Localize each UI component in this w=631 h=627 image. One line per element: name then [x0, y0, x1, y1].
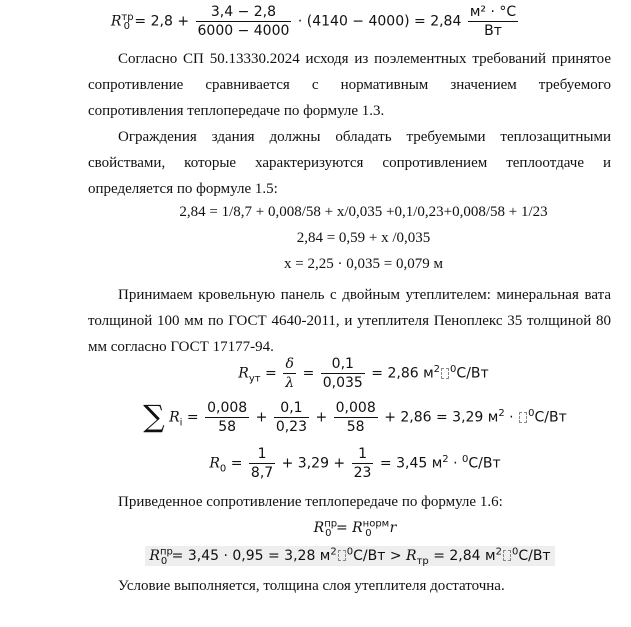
fraction-numerator: 3,4 − 2,8 — [196, 4, 292, 22]
formula-r0-tr — [0, 4, 631, 39]
fraction-denominator: 0,035 — [322, 375, 363, 391]
sigma-icon: ∑ — [143, 399, 165, 435]
paragraph-line: мм согласно ГОСТ 17177-94. — [88, 339, 274, 355]
equation-line-3: x = 2,25 · 0,035 = 0,079 м — [284, 256, 443, 272]
formula-fraction — [196, 4, 292, 39]
fraction-numerator: 0,1 — [321, 356, 365, 374]
formula-sub: 0 — [325, 527, 332, 539]
formula-fraction — [334, 400, 378, 435]
paragraph-line: толщиной 100 мм по ГОСТ 4640-2011, и утеплителя Пеноплекс 35 толщиной 80 — [88, 313, 611, 329]
formula-r-pr — [0, 518, 631, 539]
paragraph-line: свойствами, которые характеризуются сопротивлением теплоотдаче и — [88, 155, 611, 171]
fraction-numerator: 0,1 — [274, 400, 309, 418]
formula-fraction — [249, 446, 275, 481]
formula-part: · (4140 − 4000) = 2,84 — [297, 13, 462, 30]
paragraph-line: Согласно СП 50.13330.2024 исходя из поэлементных требований принятое — [118, 51, 611, 67]
paragraph-line: Ограждения здания должны обладать требуемыми теплозащитными — [118, 129, 611, 145]
paragraph-line: определяется по формуле 1.5: — [88, 181, 278, 197]
formula-r0: $R_0$ = $\frac{1}{8,7}$ + 3,29 + $\frac{1}{23}$ = 3,45 $м^2 \cdot ^0С/Вт$ — [209, 446, 501, 481]
formula-part: + 2,86 = 3,29 м — [384, 409, 499, 426]
formula-unit: С/Вт — [468, 455, 501, 472]
paragraph-reduced-resistance: Приведенное сопротивление теплопередаче по формуле 1.6: — [118, 494, 503, 510]
formula-sup: тр — [121, 11, 134, 23]
formula-sup: норм — [362, 518, 390, 530]
paragraph-line: сопротивления теплопередаче по формуле 1.3. — [88, 103, 385, 119]
formula-fraction — [274, 400, 309, 435]
formula-symbol: R — [169, 409, 180, 426]
formula-sub: 0 — [160, 555, 168, 567]
formula-symbol: R — [149, 548, 160, 564]
formula-part: = 2,8 + — [134, 13, 190, 30]
formula-r-ut: $R_{ут}$ = $\frac{\delta}{\lambda}$ = $\frac{0,1}{0,035}$ = 2,86 $м^2$ $^0$С/Вт — [238, 356, 489, 391]
formula-symbol: R — [406, 548, 417, 564]
equation-line-2: 2,84 = 0,59 + x /0,035 — [296, 230, 431, 246]
formula-symbol: R — [238, 365, 249, 382]
formula-fraction — [321, 356, 365, 391]
formula-sub: 0 — [123, 21, 130, 33]
equation-line-1: 2,84 = 1/8,7 + 0,008/58 + x/0,035 +0,1/0,23+0,008/58 + 1/23 — [179, 204, 548, 220]
paragraph-line: Принимаем кровельную панель с двойным утеплителем: минеральная вата — [118, 287, 611, 303]
formula-symbol: R — [209, 455, 220, 472]
formula-part: = 3,45 м — [379, 455, 443, 472]
fraction-denominator: 58 — [218, 419, 237, 435]
fraction-numerator: 0,008 — [335, 400, 376, 416]
highlighted-formula: $R^{пр}_0 = 3,45 \cdot 0,95 = 3,28$ $м^2$ $^0С/Вт > R_{тр} = 2,84$ $м^2$ $^0$С/Вт — [145, 546, 554, 566]
unit-fraction — [468, 4, 518, 39]
formula-symbol: R — [352, 520, 363, 536]
placeholder-box-icon — [519, 412, 527, 423]
formula-part: = 2,84 м — [433, 548, 496, 564]
formula-sup: пр — [324, 518, 338, 530]
formula-sub: ут — [248, 373, 261, 385]
formula-unit: С/Вт — [534, 409, 567, 426]
formula-part: = 3,45 · 0,95 = 3,28 м — [171, 548, 331, 564]
fraction-denominator: 0,23 — [275, 419, 307, 435]
placeholder-box-icon — [441, 368, 449, 379]
formula-symbol: r — [389, 520, 397, 536]
paragraph-roof-panel — [88, 282, 611, 360]
formula-unit: С/Вт — [456, 365, 489, 382]
formula-unit: С/Вт > — [353, 548, 402, 564]
fraction-denominator: 8,7 — [250, 465, 274, 481]
fraction-numerator: 1 — [249, 446, 275, 464]
formula-part: = — [335, 520, 348, 536]
fraction-numerator: 1 — [352, 446, 374, 464]
formula-final-comparison — [0, 546, 631, 567]
paragraph-conclusion: Условие выполняется, толщина слоя утеплителя достаточна. — [118, 578, 505, 594]
formula-sub: тр — [416, 555, 429, 567]
fraction-denominator: 23 — [353, 465, 372, 481]
formula-sum-ri: ∑ $R_i$ = $\frac{0,008}{58}$ + $\frac{0,1}{0,23}$ + $\frac{0,008}{58}$ + 2,86 = 3,29 $м^2 \cdot ^0С/Вт$ — [143, 399, 567, 435]
formula-sup: пр — [159, 546, 173, 558]
placeholder-box-icon — [338, 550, 346, 561]
formula-part: + 3,29 + — [281, 455, 346, 472]
unit-numerator: м² · °С — [469, 4, 517, 20]
unit-denominator: Вт — [484, 23, 502, 39]
formula-part: = 2,86 м — [371, 365, 434, 382]
fraction-denominator: λ — [285, 375, 295, 391]
paragraph-sp-requirements — [88, 46, 611, 124]
formula-sub: 0 — [219, 463, 227, 475]
paragraph-enclosures — [88, 124, 611, 202]
formula-part: = — [265, 365, 277, 382]
formula-part: = — [302, 365, 315, 382]
fraction-denominator: 6000 − 4000 — [197, 23, 290, 39]
formula-fraction — [205, 400, 249, 435]
fraction-denominator: 58 — [346, 419, 365, 435]
fraction-numerator: 0,008 — [207, 400, 248, 416]
formula-symbol: R — [110, 13, 122, 30]
formula-unit: С/Вт — [518, 548, 551, 564]
placeholder-box-icon — [503, 550, 511, 561]
formula-fraction — [283, 356, 296, 391]
formula-fraction — [352, 446, 374, 481]
formula-sub: 0 — [365, 527, 372, 539]
formula-symbol: R — [313, 520, 325, 536]
paragraph-line: сопротивление сравнивается с нормативным значением требуемого — [88, 77, 611, 93]
formula-sub: i — [179, 417, 183, 429]
fraction-numerator: δ — [283, 356, 296, 374]
